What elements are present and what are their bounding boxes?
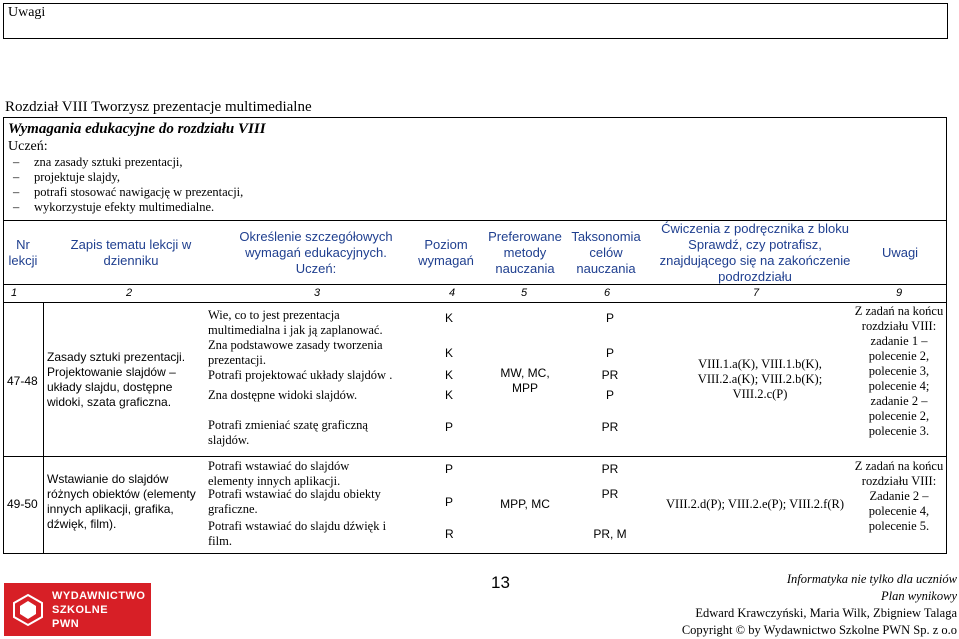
- row-requirement: Zna podstawowe zasady tworzenia prezentacji.: [208, 338, 383, 367]
- header-level: Poziom wymagań: [418, 237, 474, 268]
- logo-line: PWN: [52, 618, 80, 630]
- column-number: 9: [896, 287, 903, 299]
- logo-line: WYDAWNICTWO: [52, 590, 146, 602]
- row-taxonomy: P: [605, 388, 614, 402]
- row-taxonomy: PR, M: [593, 527, 627, 541]
- row-level: K: [445, 388, 454, 402]
- row-methods: MW, MC, MPP: [500, 366, 550, 395]
- row-notes: Z zadań na końcu rozdziału VIII: Zadanie 2 – polecenie 4, polecenie 5.: [854, 459, 944, 533]
- footer-doc: Plan wynikowy: [880, 589, 957, 603]
- header-exercises: Ćwiczenia z podręcznika z bloku Sprawdź, czy potrafisz, znajdującego się na zakończenie podrozdziału: [659, 221, 851, 284]
- column-number: 3: [314, 287, 321, 299]
- row-notes: Z zadań na końcu rozdziału VIII: zadanie 1 – polecenie 2, polecenie 3, polecenie 4; zadanie 2 – polecenie 2, polecenie 3.: [854, 304, 944, 438]
- grid-line: [946, 221, 947, 553]
- column-number: 1: [11, 287, 18, 299]
- requirements-list: [8, 155, 942, 215]
- row-taxonomy: PR: [601, 420, 619, 434]
- requirement-item: – wykorzystuje efekty multimedialne.: [8, 200, 942, 215]
- requirements-student: Uczeń:: [8, 139, 48, 154]
- row-requirement: Potrafi wstawiać do slajdu obiekty graficzne.: [208, 487, 381, 516]
- requirements-box: [3, 117, 947, 221]
- row-requirement: Potrafi projektować układy slajdów .: [208, 368, 393, 382]
- row-requirement: Wie, co to jest prezentacja multimedialna i jak ją zaplanować.: [208, 308, 383, 337]
- grid-line: [3, 302, 947, 303]
- column-number: 6: [604, 287, 611, 299]
- notes-box-label: Uwagi: [8, 5, 46, 20]
- row-level: K: [445, 346, 454, 360]
- row-taxonomy: P: [605, 346, 614, 360]
- column-number: 5: [521, 287, 528, 299]
- row-requirement: Potrafi zmieniać szatę graficzną slajdów.: [208, 418, 368, 447]
- page-number: 13: [491, 573, 510, 592]
- footer-info: [682, 571, 957, 639]
- row-taxonomy: PR: [601, 462, 619, 476]
- row-requirement: Zna dostępne widoki slajdów.: [208, 388, 358, 402]
- header-taxonomy: Taksonomia celów nauczania: [571, 229, 641, 276]
- publisher-emblem-icon: [12, 593, 44, 627]
- row-nr: 49-50: [7, 497, 38, 511]
- logo-line: SZKOLNE: [52, 604, 109, 616]
- footer-copyright: Copyright © by Wydawnictwo Szkolne PWN Sp. z o.o: [681, 623, 957, 637]
- row-exercises: VIII.1.a(K), VIII.1.b(K), VIII.2.a(K); VIII.2.b(K); VIII.2.c(P): [697, 357, 823, 401]
- row-level: P: [445, 495, 454, 509]
- row-topic: Wstawianie do slajdów różnych obiektów (elementy innych aplikacji, grafika, dźwięk, film).: [47, 472, 196, 531]
- row-taxonomy: PR: [601, 487, 619, 501]
- row-level: K: [445, 311, 454, 325]
- row-methods: MPP, MC: [500, 497, 550, 511]
- row-level: P: [445, 420, 454, 434]
- header-methods: Preferowane metody nauczania: [488, 229, 562, 276]
- header-nr: Nr lekcji: [8, 237, 38, 268]
- notes-box: [3, 3, 948, 39]
- chapter-title: Rozdział VIII Tworzysz prezentacje multimedialne: [5, 99, 312, 115]
- footer-authors: Edward Krawczyński, Maria Wilk, Zbigniew Talaga: [695, 606, 957, 620]
- requirement-item: – projektuje slajdy,: [8, 170, 942, 185]
- grid-line: [3, 456, 947, 457]
- row-requirement: Potrafi wstawiać do slajdu dźwięk i film.: [208, 519, 387, 548]
- footer-series: Informatyka nie tylko dla uczniów: [786, 572, 957, 586]
- header-notes: Uwagi: [881, 245, 919, 260]
- requirement-item: – zna zasady sztuki prezentacji,: [8, 155, 942, 170]
- row-level: R: [445, 527, 454, 541]
- header-requirements: Określenie szczegółowych wymagań edukacyjnych. Uczeń:: [239, 229, 393, 276]
- requirements-heading: Wymagania edukacyjne do rozdziału VIII: [8, 121, 266, 137]
- publisher-logo: [4, 583, 151, 636]
- header-topic: Zapis tematu lekcji w dzienniku: [70, 237, 192, 268]
- column-number: 7: [753, 287, 760, 299]
- requirement-item: – potrafi stosować nawigację w prezentacji,: [8, 185, 942, 200]
- column-number: 2: [126, 287, 133, 299]
- column-number: 4: [449, 287, 456, 299]
- grid-line: [43, 303, 44, 553]
- row-taxonomy: PR: [601, 368, 619, 382]
- row-level: P: [445, 462, 454, 476]
- grid-line: [3, 553, 947, 554]
- row-topic: Zasady sztuki prezentacji. Projektowanie slajdów – układy slajdu, dostępne widoki, szata graficzna.: [47, 350, 186, 409]
- row-taxonomy: P: [605, 311, 614, 325]
- row-exercises: VIII.2.d(P); VIII.2.e(P); VIII.2.f(R): [666, 497, 844, 511]
- row-requirement: Potrafi wstawiać do slajdów elementy innych aplikacji.: [208, 459, 350, 488]
- row-level: K: [445, 368, 454, 382]
- row-nr: 47-48: [7, 374, 38, 388]
